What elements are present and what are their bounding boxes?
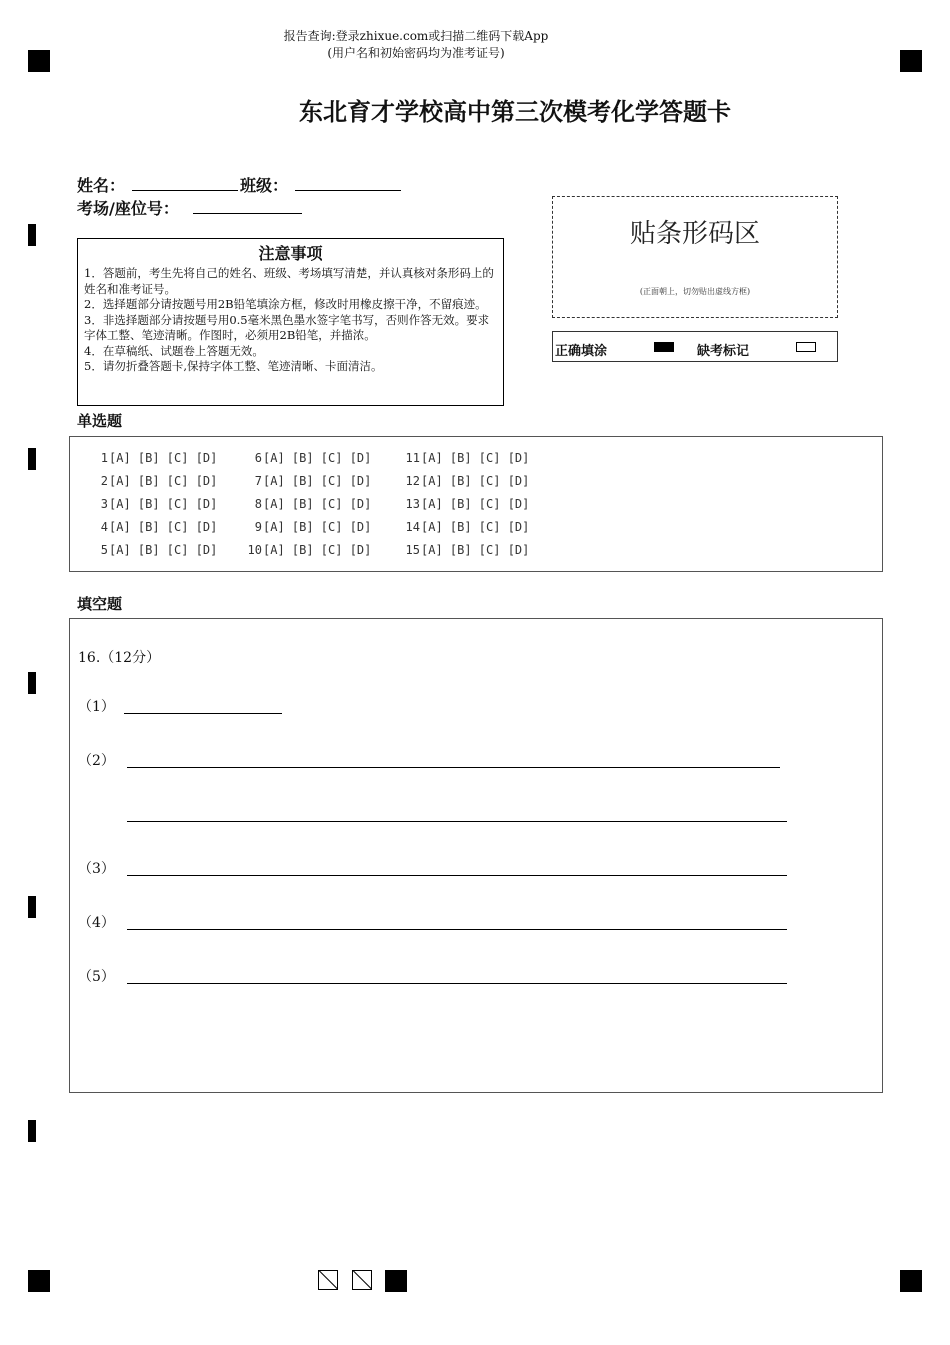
- login-hint-text: (用户名和初始密码均为准考证号): [327, 46, 505, 60]
- mcq-number: 4: [100, 520, 108, 534]
- timing-mark: [28, 896, 36, 918]
- page-title: 东北育才学校高中第三次模考化学答题卡: [299, 97, 731, 126]
- answer-line-1[interactable]: [124, 713, 282, 714]
- mcq-number: 13: [405, 497, 420, 511]
- mcq-question-7: [242, 474, 371, 488]
- mcq-number: 7: [254, 474, 262, 488]
- sub-question-label: （5）: [78, 969, 115, 985]
- mcq-options[interactable]: [A] [B] [C] [D]: [109, 520, 218, 534]
- mcq-number: 10: [247, 543, 262, 557]
- mcq-question-12: [400, 474, 529, 488]
- mcq-options[interactable]: [A] [B] [C] [D]: [421, 520, 530, 534]
- mcq-number: 6: [254, 451, 262, 465]
- answer-line-4[interactable]: [127, 929, 787, 930]
- mcq-options[interactable]: [A] [B] [C] [D]: [263, 497, 372, 511]
- mcq-question-13: [400, 497, 529, 511]
- mcq-number: 8: [254, 497, 262, 511]
- mcq-number: 15: [405, 543, 420, 557]
- mcq-question-10: [242, 543, 371, 557]
- mcq-answer-box: [69, 436, 883, 572]
- mcq-options[interactable]: [A] [B] [C] [D]: [421, 474, 530, 488]
- mcq-question-6: [242, 451, 371, 465]
- mcq-question-15: [400, 543, 529, 557]
- mcq-number: 1: [100, 451, 108, 465]
- mcq-number: 9: [254, 520, 262, 534]
- fill-example-box: [552, 331, 838, 362]
- mcq-options[interactable]: [A] [B] [C] [D]: [263, 520, 372, 534]
- mcq-options[interactable]: [A] [B] [C] [D]: [263, 474, 372, 488]
- notice-item: 3．非选择题部分请按题号用0.5毫米黑色墨水签字笔书写，否则作答无效。要求字体工整、笔迹清晰。作图时，必须用2B铅笔，并描浓。: [84, 312, 490, 342]
- notice-list: [78, 266, 503, 375]
- name-field[interactable]: [132, 190, 238, 191]
- mcq-section-title: 单选题: [77, 412, 123, 430]
- answer-line-3[interactable]: [127, 875, 787, 876]
- timing-mark: [28, 448, 36, 470]
- mcq-question-14: [400, 520, 529, 534]
- mcq-options[interactable]: [A] [B] [C] [D]: [109, 497, 218, 511]
- notice-item: 2．选择题部分请按题号用2B铅笔填涂方框，修改时用橡皮擦干净，不留痕迹。: [84, 297, 487, 311]
- sub-question-label: （1）: [78, 699, 115, 715]
- seat-field[interactable]: [193, 213, 302, 214]
- mcq-options[interactable]: [A] [B] [C] [D]: [109, 451, 218, 465]
- corner-mark-top-left: [28, 50, 50, 72]
- answer-line-5[interactable]: [127, 983, 787, 984]
- fill-answer-box: [69, 618, 883, 1093]
- name-label: 姓名：: [77, 176, 126, 195]
- class-label: 班级：: [240, 176, 289, 195]
- absent-mark-label: 缺考标记: [697, 344, 750, 359]
- mcq-question-9: [242, 520, 371, 534]
- corner-mark-top-right: [900, 50, 922, 72]
- mcq-question-2: [88, 474, 217, 488]
- filled-mark-sample: [654, 342, 674, 352]
- timing-mark: [28, 1120, 36, 1142]
- sub-question-label: （2）: [78, 753, 115, 769]
- notice-item: 1．答题前，考生先将自己的姓名、班级、考场填写清楚，并认真核对条形码上的姓名和准考证号。: [84, 266, 494, 296]
- barcode-label: 贴条形码区: [629, 219, 760, 249]
- mcq-options[interactable]: [A] [B] [C] [D]: [421, 451, 530, 465]
- correct-fill-label: 正确填涂: [555, 344, 608, 359]
- question-16-label: 16.（12分）: [78, 650, 161, 666]
- mcq-question-5: [88, 543, 217, 557]
- mcq-question-8: [242, 497, 371, 511]
- absent-mark-box[interactable]: [796, 342, 816, 352]
- mcq-question-3: [88, 497, 217, 511]
- notice-title: 注意事项: [258, 244, 323, 263]
- seat-label: 考场/座位号：: [77, 199, 179, 218]
- class-field[interactable]: [295, 190, 401, 191]
- notice-item: 4．在草稿纸、试题卷上答题无效。: [84, 343, 264, 358]
- barcode-hint: (正面朝上，切勿贴出虚线方框): [639, 287, 751, 296]
- corner-mark-bottom-right: [900, 1270, 922, 1292]
- barcode-area: [552, 196, 838, 318]
- fill-section-title: 填空题: [77, 595, 123, 613]
- hatched-mark: [352, 1270, 372, 1290]
- mcq-question-1: [88, 451, 217, 465]
- solid-mark: [385, 1270, 407, 1292]
- mcq-number: 3: [100, 497, 108, 511]
- mcq-question-11: [400, 451, 529, 465]
- mcq-question-4: [88, 520, 217, 534]
- sub-question-label: （3）: [78, 861, 115, 877]
- mcq-options[interactable]: [A] [B] [C] [D]: [263, 543, 372, 557]
- notice-item: 5．请勿折叠答题卡,保持字体工整、笔迹清晰、卡面清洁。: [84, 359, 383, 373]
- mcq-number: 12: [405, 474, 420, 488]
- mcq-options[interactable]: [A] [B] [C] [D]: [421, 543, 530, 557]
- report-query-text: 报告查询:登录zhixue.com或扫描二维码下载App: [283, 29, 549, 43]
- mcq-number: 2: [100, 474, 108, 488]
- mcq-number: 14: [405, 520, 420, 534]
- sub-question-label: （4）: [78, 915, 115, 931]
- mcq-options[interactable]: [A] [B] [C] [D]: [263, 451, 372, 465]
- mcq-options[interactable]: [A] [B] [C] [D]: [109, 474, 218, 488]
- mcq-options[interactable]: [A] [B] [C] [D]: [109, 543, 218, 557]
- mcq-number: 5: [100, 543, 108, 557]
- mcq-number: 11: [405, 451, 420, 465]
- hatched-mark: [318, 1270, 338, 1290]
- answer-line-2b[interactable]: [127, 821, 787, 822]
- answer-line-2a[interactable]: [127, 767, 780, 768]
- corner-mark-bottom-left: [28, 1270, 50, 1292]
- timing-mark: [28, 672, 36, 694]
- mcq-options[interactable]: [A] [B] [C] [D]: [421, 497, 530, 511]
- notice-box: [77, 238, 504, 406]
- timing-mark: [28, 224, 36, 246]
